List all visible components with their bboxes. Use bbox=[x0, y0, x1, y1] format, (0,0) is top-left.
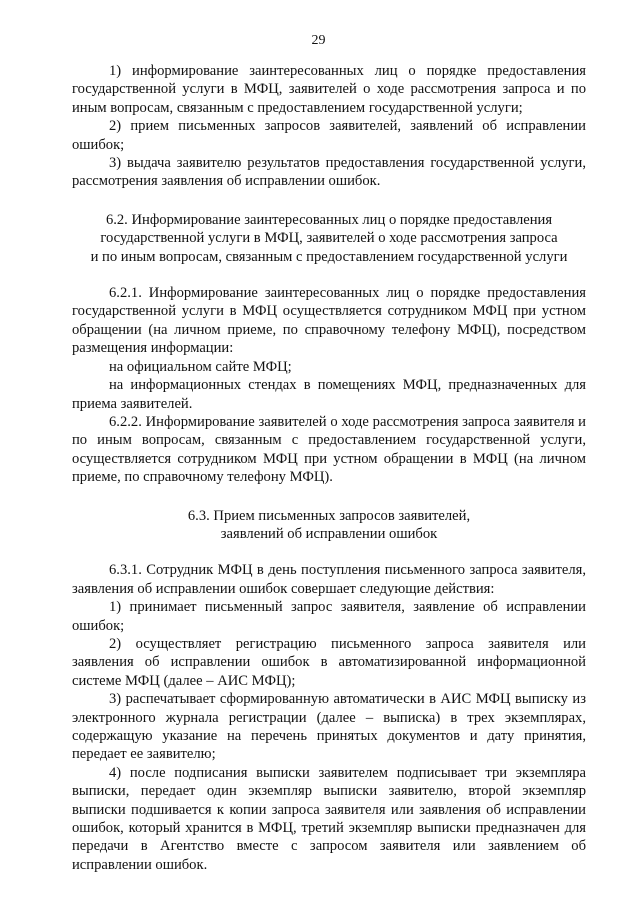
paragraph: 2) осуществляет регистрацию письменного запроса заявителя или заявления об исправлении ошибок в автоматизированной информационной системе МФЦ (далее – АИС МФЦ); bbox=[72, 635, 586, 689]
paragraph: 6.3.1. Сотрудник МФЦ в день поступления письменного запроса заявителя, заявления об исправлении ошибок совершает следующие действия: bbox=[72, 562, 586, 597]
paragraph: 1) принимает письменный запрос заявителя, заявление об исправлении ошибок; bbox=[72, 599, 586, 634]
heading-line: 6.2. Информирование заинтересованных лиц о порядке предоставления bbox=[105, 211, 553, 228]
heading-line: и по иным вопросам, связанным с предоставлением государственной услуги bbox=[90, 248, 568, 265]
section-heading-6-2 bbox=[72, 211, 586, 266]
heading-line: заявлений об исправлении ошибок bbox=[220, 525, 438, 542]
paragraph: 4) после подписания выписки заявителем подписывает три экземпляра выписки, передает один экземпляр выписки заявителю, второй экземпляр выписки подшивается к копии запроса заявителя или заявления об исправлении ошибок, который хранится в МФЦ, третий экземпляр выписки предназначен для передачи в Агентство вместе с запросом заявителя или заявлением об исправлении ошибок. bbox=[72, 764, 586, 873]
document-body bbox=[72, 62, 586, 874]
paragraph: 3) выдача заявителю результатов предоставления государственной услуги, рассмотрения заявления об исправлении ошибок. bbox=[72, 155, 586, 190]
paragraph: 2) прием письменных запросов заявителей, заявлений об исправлении ошибок; bbox=[72, 118, 586, 153]
heading-line: 6.3. Прием письменных запросов заявителей, bbox=[187, 507, 471, 524]
page-number: 29 bbox=[311, 33, 326, 48]
heading-line: государственной услуги в МФЦ, заявителей о ходе рассмотрения запроса bbox=[100, 230, 558, 247]
paragraph: на официальном сайте МФЦ; bbox=[109, 358, 292, 375]
paragraph: 3) распечатывает сформированную автоматически в АИС МФЦ выписку из электронного журнала регистрации (далее – выписка) в трех экземплярах, содержащую указание на перечень принятых документов и дату принятия, передает ее заявителю; bbox=[72, 691, 586, 763]
paragraph: 6.2.1. Информирование заинтересованных лиц о порядке предоставления государственной услуги в МФЦ осуществляется сотрудником МФЦ при устном обращении (на личном приеме, по справочному телефону МФЦ), посредством размещения информации: bbox=[72, 285, 586, 357]
paragraph: на информационных стендах в помещениях МФЦ, предназначенных для приема заявителей. bbox=[72, 377, 586, 412]
section-heading-6-3 bbox=[72, 507, 586, 544]
paragraph: 6.2.2. Информирование заявителей о ходе рассмотрения запроса заявителя и по иным вопросам, связанным с предоставлением государственной услуги, осуществляется сотрудником МФЦ при устном обращении в МФЦ (на личном приеме, по справочному телефону МФЦ). bbox=[72, 413, 586, 486]
paragraph: 1) информирование заинтересованных лиц о порядке предоставления государственной услуги в МФЦ, заявителей о ходе рассмотрения запроса и по иным вопросам, связанным с предоставлением государственной услуги; bbox=[72, 63, 586, 116]
